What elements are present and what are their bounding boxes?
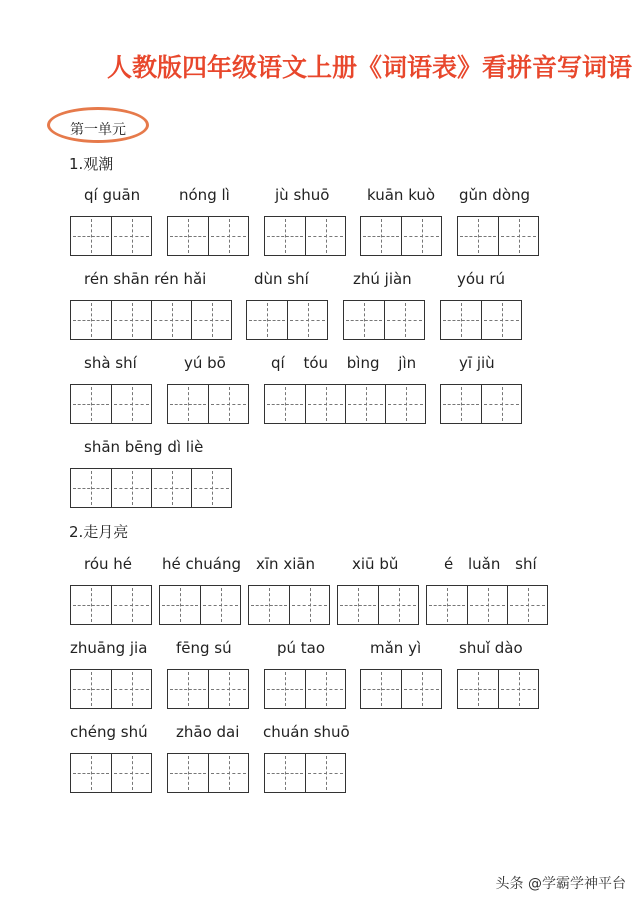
writing-grid[interactable] xyxy=(440,300,522,340)
pinyin-label: pú tao xyxy=(277,639,326,657)
pinyin-label: róu hé xyxy=(84,555,133,573)
writing-grid[interactable] xyxy=(264,216,346,256)
pinyin-label: gǔn dòng xyxy=(459,186,531,204)
writing-grid[interactable] xyxy=(167,216,249,256)
writing-grid[interactable] xyxy=(343,300,425,340)
writing-grid[interactable] xyxy=(360,216,442,256)
pinyin-label: zhāo dai xyxy=(176,723,240,741)
pinyin-label: yóu rú xyxy=(457,270,506,288)
writing-grid[interactable] xyxy=(70,384,152,424)
writing-grid[interactable] xyxy=(70,669,152,709)
pinyin-label: yú bō xyxy=(184,354,226,372)
worksheet-title: 人教版四年级语文上册《词语表》看拼音写词语 xyxy=(106,53,632,82)
writing-grid[interactable] xyxy=(70,300,232,340)
writing-grid[interactable] xyxy=(70,753,152,793)
writing-grid[interactable] xyxy=(70,216,152,256)
pinyin-label: jù shuō xyxy=(275,186,330,204)
writing-grid[interactable] xyxy=(264,384,426,424)
pinyin-label: mǎn yì xyxy=(370,639,422,657)
pinyin-label: shān bēng dì liè xyxy=(84,438,204,456)
writing-grid[interactable] xyxy=(264,753,346,793)
writing-grid[interactable] xyxy=(426,585,548,625)
pinyin-label: fēng sú xyxy=(176,639,232,657)
writing-grid[interactable] xyxy=(246,300,328,340)
pinyin-label: kuān kuò xyxy=(367,186,436,204)
writing-grid[interactable] xyxy=(167,669,249,709)
writing-grid[interactable] xyxy=(457,216,539,256)
writing-grid[interactable] xyxy=(159,585,241,625)
writing-grid[interactable] xyxy=(167,384,249,424)
pinyin-label: shà shí xyxy=(84,354,137,372)
writing-grid[interactable] xyxy=(70,468,232,508)
writing-grid[interactable] xyxy=(337,585,419,625)
pinyin-label: zhuāng jia xyxy=(70,639,148,657)
pinyin-label: nóng lì xyxy=(179,186,230,204)
pinyin-label: shuǐ dào xyxy=(459,639,523,657)
watermark: 头条 @学霸学神平台 xyxy=(495,876,626,892)
pinyin-label: é luǎn shí xyxy=(444,555,537,573)
writing-grid[interactable] xyxy=(440,384,522,424)
writing-grid[interactable] xyxy=(248,585,330,625)
lesson-title-2: 2.走月亮 xyxy=(69,523,129,541)
pinyin-label: xiū bǔ xyxy=(352,555,399,573)
pinyin-label: rén shān rén hǎi xyxy=(84,270,207,288)
writing-grid[interactable] xyxy=(167,753,249,793)
writing-grid[interactable] xyxy=(457,669,539,709)
pinyin-label: qí tóu bìng jìn xyxy=(271,354,417,372)
pinyin-label: yī jiù xyxy=(459,354,495,372)
writing-grid[interactable] xyxy=(264,669,346,709)
writing-grid[interactable] xyxy=(360,669,442,709)
pinyin-label: chuán shuō xyxy=(263,723,350,741)
pinyin-label: xīn xiān xyxy=(256,555,316,573)
pinyin-label: hé chuáng xyxy=(162,555,241,573)
writing-grid[interactable] xyxy=(70,585,152,625)
pinyin-label: dùn shí xyxy=(254,270,309,288)
pinyin-label: qí guān xyxy=(84,186,141,204)
lesson-title-1: 1.观潮 xyxy=(69,155,114,173)
unit-label: 第一单元 xyxy=(70,122,126,138)
pinyin-label: zhú jiàn xyxy=(353,270,412,288)
pinyin-label: chéng shú xyxy=(70,723,148,741)
